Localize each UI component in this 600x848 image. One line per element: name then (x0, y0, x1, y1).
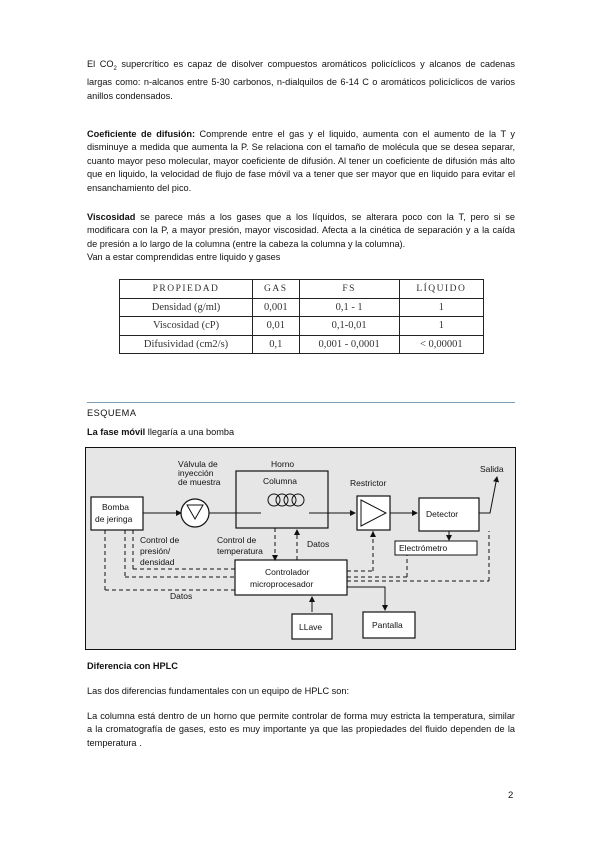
table-cell: < 0,00001 (399, 335, 483, 354)
page-number: 2 (508, 790, 514, 801)
key-label: LLave (299, 622, 323, 632)
injection-valve-icon (181, 499, 209, 527)
co2-text: supercrítico es capaz de disolver compuestos aromáticos policíclicos y alcanos de cadenas largas como: n-alcanos entre 5-30 carbonos, n-dialquilos de 6-14 C o aromáticos policíclicos de varios anillos condensados. (87, 59, 515, 101)
table-cell: 0,1-0,01 (299, 317, 399, 336)
electrometer-label: Electrómetro (399, 543, 448, 553)
section-title: ESQUEMA (87, 408, 137, 418)
fase-movil-line (87, 427, 234, 437)
fase-movil-text: llegaría a una bomba (145, 427, 235, 437)
properties-table (119, 279, 484, 354)
hplc-title: Diferencia con HPLC (87, 661, 178, 671)
pressure-control-label-2: presión/ (140, 546, 171, 556)
sfc-schematic-diagram (85, 447, 516, 650)
viscosidad-text: se parece más a los gases que a los líquidos, se alterara poco con la T, pero si se modificara con la P, a mayor presión, mayor viscosidad. Afecta a la cinética de separación y a la caída de presión a lo largo de la columna (entre la cabeza la columna y la columna). (87, 212, 515, 249)
pressure-control-label-1: Control de (140, 535, 180, 545)
outlet-label: Salida (480, 464, 504, 474)
data-label-1: Datos (307, 539, 330, 549)
viscosidad-line2: Van a estar comprendidas entre liquido y gases (87, 252, 281, 263)
valve-label-1: Válvula de (178, 459, 218, 469)
table-cell: Difusividad (cm2/s) (120, 335, 253, 354)
difusion-text: Comprende entre el gas y el liquido, aumenta con el aumento de la T y disminuye a medida que aumenta la P. Se relaciona con el tamaño de molécula que se desea separar, cuanto mayor peso molecular, mayor coeficiente de difusión. Al tener un coeficiente de difusión más alto que en liquido, la velocidad de flujo de fase móvil va a tener que ser mayor que en liquido para evitar el ensanchamiento del pico. (87, 129, 515, 193)
table-cell: 0,1 (253, 335, 300, 354)
table-header: PROPIEDAD (120, 280, 253, 299)
table-row (120, 335, 484, 354)
table-header: GAS (253, 280, 300, 299)
pump-label-2: de jeringa (95, 514, 133, 524)
table-row (120, 317, 484, 336)
co2-subscript: 2 (113, 65, 117, 72)
table-header: FS (299, 280, 399, 299)
hplc-point-1: La columna está dentro de un horno que permite controlar de forma muy estricta la temperatura, similar a la cromatografía de gases, esto es muy importante ya que las propiedades del fluido dependen de la temperatura . (87, 711, 515, 748)
valve-label-3: de muestra (178, 477, 221, 487)
difusion-term: Coeficiente de difusión: (87, 129, 196, 139)
hplc-intro: Las dos diferencias fundamentales con un equipo de HPLC son: (87, 686, 350, 696)
table-row (120, 298, 484, 317)
temperature-control-label-2: temperatura (217, 546, 263, 556)
controller-label-1: Controlador (265, 567, 310, 577)
paragraph-difusion (87, 128, 515, 195)
pressure-control-label-3: densidad (140, 557, 175, 567)
pump-label-1: Bomba (102, 502, 129, 512)
temperature-control-label-1: Control de (217, 535, 257, 545)
data-label-2: Datos (170, 591, 193, 601)
table-cell: 1 (399, 317, 483, 336)
table-header: LÍQUIDO (399, 280, 483, 299)
co2-prefix: El CO (87, 59, 114, 69)
valve-label-2: inyección (178, 468, 214, 478)
table-cell: 0,01 (253, 317, 300, 336)
table-header-row (120, 280, 484, 299)
table-cell: 1 (399, 298, 483, 317)
column-label: Columna (263, 476, 298, 486)
table-cell: Densidad (g/ml) (120, 298, 253, 317)
table-cell: Viscosidad (cP) (120, 317, 253, 336)
fase-movil-term: La fase móvil (87, 427, 146, 437)
controller-box (235, 560, 347, 595)
table-cell: 0,1 - 1 (299, 298, 399, 317)
table-cell: 0,001 (253, 298, 300, 317)
table-cell: 0,001 - 0,0001 (299, 335, 399, 354)
oven-label: Horno (271, 459, 295, 469)
paragraph-co2 (87, 58, 515, 103)
controller-label-2: microprocesador (250, 579, 314, 589)
detector-label: Detector (426, 509, 459, 519)
restrictor-label: Restrictor (350, 478, 387, 488)
display-label: Pantalla (372, 620, 403, 630)
viscosidad-term: Viscosidad (87, 212, 136, 222)
paragraph-viscosidad (87, 211, 515, 265)
section-divider (87, 402, 515, 403)
